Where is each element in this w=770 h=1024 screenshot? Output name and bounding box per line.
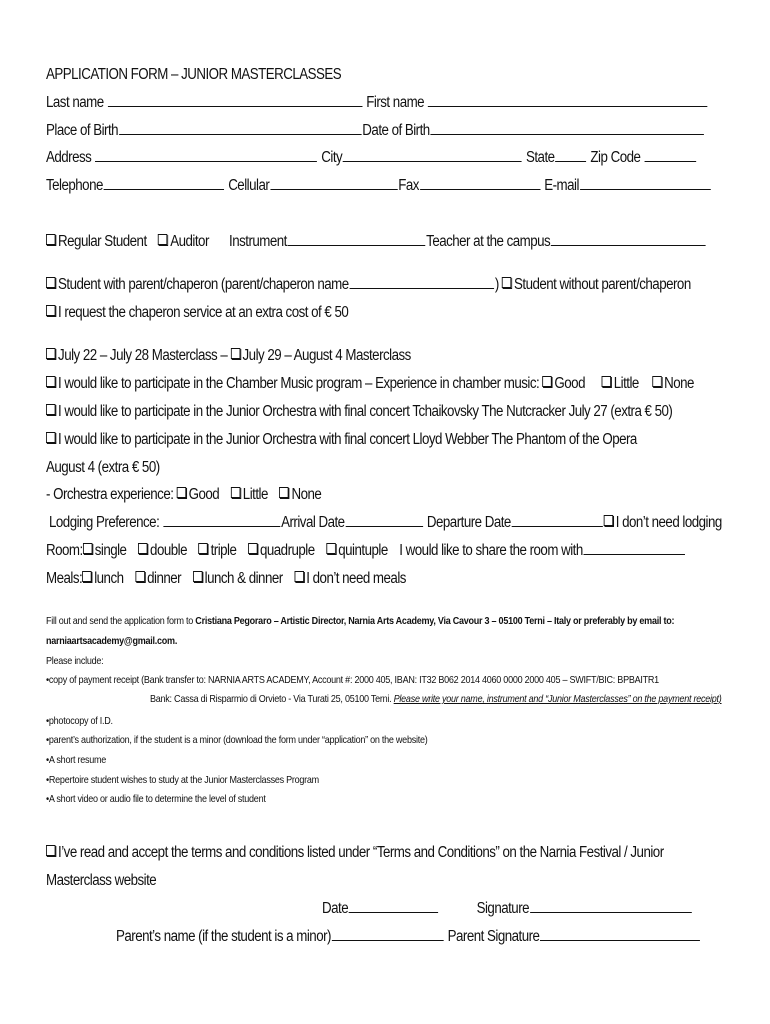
room-quadruple-checkbox[interactable] bbox=[248, 543, 257, 554]
with-chaperon-checkbox[interactable] bbox=[46, 277, 55, 288]
session-july29-label: July 29 – August 4 Masterclass bbox=[242, 347, 411, 364]
regular-student-checkbox[interactable] bbox=[46, 234, 55, 245]
orch-exp-none-checkbox[interactable] bbox=[279, 487, 288, 498]
city-label: City bbox=[321, 149, 343, 166]
row-contact bbox=[46, 177, 711, 195]
form-title: APPLICATION FORM – JUNIOR MASTERCLASSES bbox=[46, 66, 342, 83]
chamber-none-label: None bbox=[664, 375, 694, 392]
address-label: Address bbox=[46, 149, 92, 166]
chaperon-service-checkbox[interactable] bbox=[46, 305, 55, 316]
meals-lunch-checkbox[interactable] bbox=[82, 571, 91, 582]
row-meals bbox=[46, 570, 406, 588]
zip-field[interactable] bbox=[644, 149, 696, 162]
room-triple-label: triple bbox=[210, 542, 237, 559]
chamber-good-label: Good bbox=[554, 375, 585, 392]
orch-exp-good-checkbox[interactable] bbox=[177, 487, 186, 498]
parent-name-field[interactable] bbox=[332, 928, 444, 941]
row-address bbox=[46, 149, 697, 167]
auditor-checkbox[interactable] bbox=[158, 234, 167, 245]
state-field[interactable] bbox=[555, 149, 586, 162]
first-name-field[interactable] bbox=[428, 94, 707, 107]
without-chaperon-checkbox[interactable] bbox=[502, 277, 511, 288]
instructions-payment: •copy of payment receipt (Bank transfer to: NARNIA ARTS ACADEMY, Account #: 2000 405, IBAN: IT32 B062 2014 4060 0000 2000 405 – SWIFT/BIC: BPBAITR1 bbox=[46, 674, 659, 686]
cellular-label: Cellular bbox=[228, 177, 270, 194]
orchestra-phantom-checkbox[interactable] bbox=[46, 432, 55, 443]
departure-label: Departure Date bbox=[426, 514, 511, 531]
row-lodging bbox=[49, 514, 722, 532]
instructions-email: narniaartsacademy@gmail.com. bbox=[46, 635, 178, 647]
include-item: •parent’s authorization, if the student is a minor (download the form under “application” on the website) bbox=[46, 734, 428, 746]
chamber-good-checkbox[interactable] bbox=[542, 376, 551, 387]
date-of-birth-field[interactable] bbox=[431, 122, 704, 135]
include-item: •A short video or audio file to determine the level of student bbox=[46, 793, 266, 805]
parent-signature-field[interactable] bbox=[540, 928, 700, 941]
chamber-none-checkbox[interactable] bbox=[652, 376, 661, 387]
room-single-checkbox[interactable] bbox=[83, 543, 92, 554]
chamber-little-checkbox[interactable] bbox=[602, 376, 611, 387]
fax-field[interactable] bbox=[420, 177, 540, 190]
orchestra-nutcracker-checkbox[interactable] bbox=[46, 404, 55, 415]
departure-field[interactable] bbox=[512, 514, 603, 527]
instrument-field[interactable] bbox=[288, 233, 426, 246]
arrival-label: Arrival Date bbox=[281, 514, 345, 531]
meals-label: Meals: bbox=[46, 570, 83, 587]
chaperon-close: ) bbox=[494, 276, 499, 293]
room-triple-checkbox[interactable] bbox=[199, 543, 208, 554]
row-sessions bbox=[46, 347, 411, 365]
address-field[interactable] bbox=[95, 149, 317, 162]
row-chaperon bbox=[46, 276, 691, 294]
fax-label: Fax bbox=[398, 177, 419, 194]
meals-dinner-checkbox[interactable] bbox=[135, 571, 144, 582]
meals-both-checkbox[interactable] bbox=[193, 571, 202, 582]
parent-signature-label: Parent Signature bbox=[447, 928, 540, 945]
orch-exp-little-label: Little bbox=[242, 486, 268, 503]
terms-checkbox[interactable] bbox=[46, 845, 55, 856]
terms-line2: Masterclass website bbox=[46, 872, 157, 889]
teacher-field[interactable] bbox=[551, 233, 706, 246]
session-july22-label: July 22 – July 28 Masterclass bbox=[58, 347, 218, 364]
orchestra-phantom-cont: August 4 (extra € 50) bbox=[46, 459, 160, 476]
room-quadruple-label: quadruple bbox=[259, 542, 315, 559]
telephone-label: Telephone bbox=[46, 177, 103, 194]
with-chaperon-label: Student with parent/chaperon (parent/chaperon name bbox=[58, 276, 349, 293]
date-field[interactable] bbox=[349, 900, 438, 913]
place-of-birth-field[interactable] bbox=[119, 122, 362, 135]
row-names bbox=[46, 94, 709, 112]
meals-none-label: I don’t need meals bbox=[306, 570, 406, 587]
meals-lunch-label: lunch bbox=[94, 570, 124, 587]
meals-both-label: lunch & dinner bbox=[204, 570, 283, 587]
telephone-field[interactable] bbox=[104, 177, 224, 190]
last-name-field[interactable] bbox=[108, 94, 363, 107]
session-july29-checkbox[interactable] bbox=[230, 348, 239, 359]
include-item: •photocopy of I.D. bbox=[46, 715, 113, 727]
instrument-label: Instrument bbox=[229, 233, 287, 250]
row-chaperon-service bbox=[46, 304, 348, 322]
room-double-label: double bbox=[150, 542, 187, 559]
signature-field[interactable] bbox=[530, 900, 692, 913]
include-item: •Repertoire student wishes to study at the Junior Masterclasses Program bbox=[46, 774, 319, 786]
row-orchestra1 bbox=[46, 403, 672, 421]
date-of-birth-label: Date of Birth bbox=[362, 122, 430, 139]
cellular-field[interactable] bbox=[270, 177, 397, 190]
meals-dinner-label: dinner bbox=[147, 570, 182, 587]
zip-label: Zip Code bbox=[590, 149, 641, 166]
instructions-email-line bbox=[46, 635, 177, 647]
without-chaperon-label: Student without parent/chaperon bbox=[514, 276, 691, 293]
room-share-label: I would like to share the room with bbox=[399, 542, 583, 559]
include-item: •A short resume bbox=[46, 754, 107, 766]
chaperon-service-label: I request the chaperon service at an extra cost of € 50 bbox=[58, 304, 349, 321]
row-birth bbox=[46, 122, 705, 140]
row-orchestra2 bbox=[46, 431, 637, 449]
row-terms bbox=[46, 844, 664, 862]
orchestra-phantom-label: I would like to participate in the Junior Orchestra with final concert Lloyd Webber The Phantom of the Opera bbox=[58, 431, 637, 448]
lodging-pref-label: Lodging Preference: bbox=[49, 514, 160, 531]
room-single-label: single bbox=[94, 542, 127, 559]
room-quintuple-label: quintuple bbox=[338, 542, 388, 559]
orch-exp-label: - Orchestra experience: bbox=[46, 486, 174, 503]
room-share-field[interactable] bbox=[584, 542, 685, 555]
room-double-checkbox[interactable] bbox=[138, 543, 147, 554]
chamber-checkbox[interactable] bbox=[46, 376, 55, 387]
row-chamber bbox=[46, 375, 694, 393]
room-label: Room: bbox=[46, 542, 83, 559]
place-of-birth-label: Place of Birth bbox=[46, 122, 119, 139]
city-field[interactable] bbox=[343, 149, 522, 162]
row-room bbox=[46, 542, 686, 560]
meals-none-checkbox[interactable] bbox=[294, 571, 303, 582]
instructions-bank-note: Please write your name, instrument and “Junior Masterclasses” on the payment receipt) bbox=[393, 693, 722, 705]
instructions-line bbox=[46, 615, 674, 627]
row-status bbox=[46, 233, 707, 251]
chamber-little-label: Little bbox=[613, 375, 639, 392]
row-date-signature bbox=[322, 900, 692, 918]
regular-student-label: Regular Student bbox=[58, 233, 147, 250]
parent-name-label: Parent’s name (if the student is a minor) bbox=[116, 928, 331, 945]
auditor-label: Auditor bbox=[170, 233, 209, 250]
first-name-label: First name bbox=[366, 94, 425, 111]
row-orchestra-experience bbox=[46, 486, 321, 504]
arrival-field[interactable] bbox=[345, 514, 422, 527]
signature-label: Signature bbox=[476, 900, 530, 917]
orchestra-nutcracker-label: I would like to participate in the Junior Orchestra with final concert Tchaikovsky The Nutcracker July 27 (extra € 50) bbox=[58, 403, 673, 420]
session-july22-checkbox[interactable] bbox=[46, 348, 55, 359]
orch-exp-good-label: Good bbox=[188, 486, 220, 503]
instructions-intro: Fill out and send the application form to bbox=[46, 615, 194, 627]
orch-exp-none-label: None bbox=[291, 486, 322, 503]
room-quintuple-checkbox[interactable] bbox=[326, 543, 335, 554]
no-lodging-label: I don’t need lodging bbox=[615, 514, 722, 531]
instructions-contact: Cristiana Pegoraro – Artistic Director, Narnia Arts Academy, Via Cavour 3 – 05100 Terni – Italy or preferably by email to: bbox=[195, 615, 675, 627]
instructions-please: Please include: bbox=[46, 655, 104, 667]
email-field[interactable] bbox=[580, 177, 711, 190]
lodging-pref-field[interactable] bbox=[163, 514, 280, 527]
no-lodging-checkbox[interactable] bbox=[604, 515, 613, 526]
chamber-label: I would like to participate in the Chamber Music program – Experience in chamber music: bbox=[58, 375, 540, 392]
last-name-label: Last name bbox=[46, 94, 104, 111]
teacher-label: Teacher at the campus bbox=[426, 233, 551, 250]
terms-label: I’ve read and accept the terms and conditions listed under “Terms and Conditions” on the Narnia Festival / Junior bbox=[58, 844, 664, 861]
instructions-bank: Bank: Cassa di Risparmio di Orvieto - Via Turati 25, 05100 Terni. bbox=[150, 693, 392, 705]
instructions-bank-line bbox=[150, 693, 722, 705]
row-parent bbox=[116, 928, 701, 946]
date-label: Date bbox=[322, 900, 349, 917]
orch-exp-little-checkbox[interactable] bbox=[231, 487, 240, 498]
chaperon-name-field[interactable] bbox=[350, 276, 494, 289]
state-label: State bbox=[525, 149, 555, 166]
email-label: E-mail bbox=[544, 177, 579, 194]
session-dash: – bbox=[220, 347, 228, 364]
